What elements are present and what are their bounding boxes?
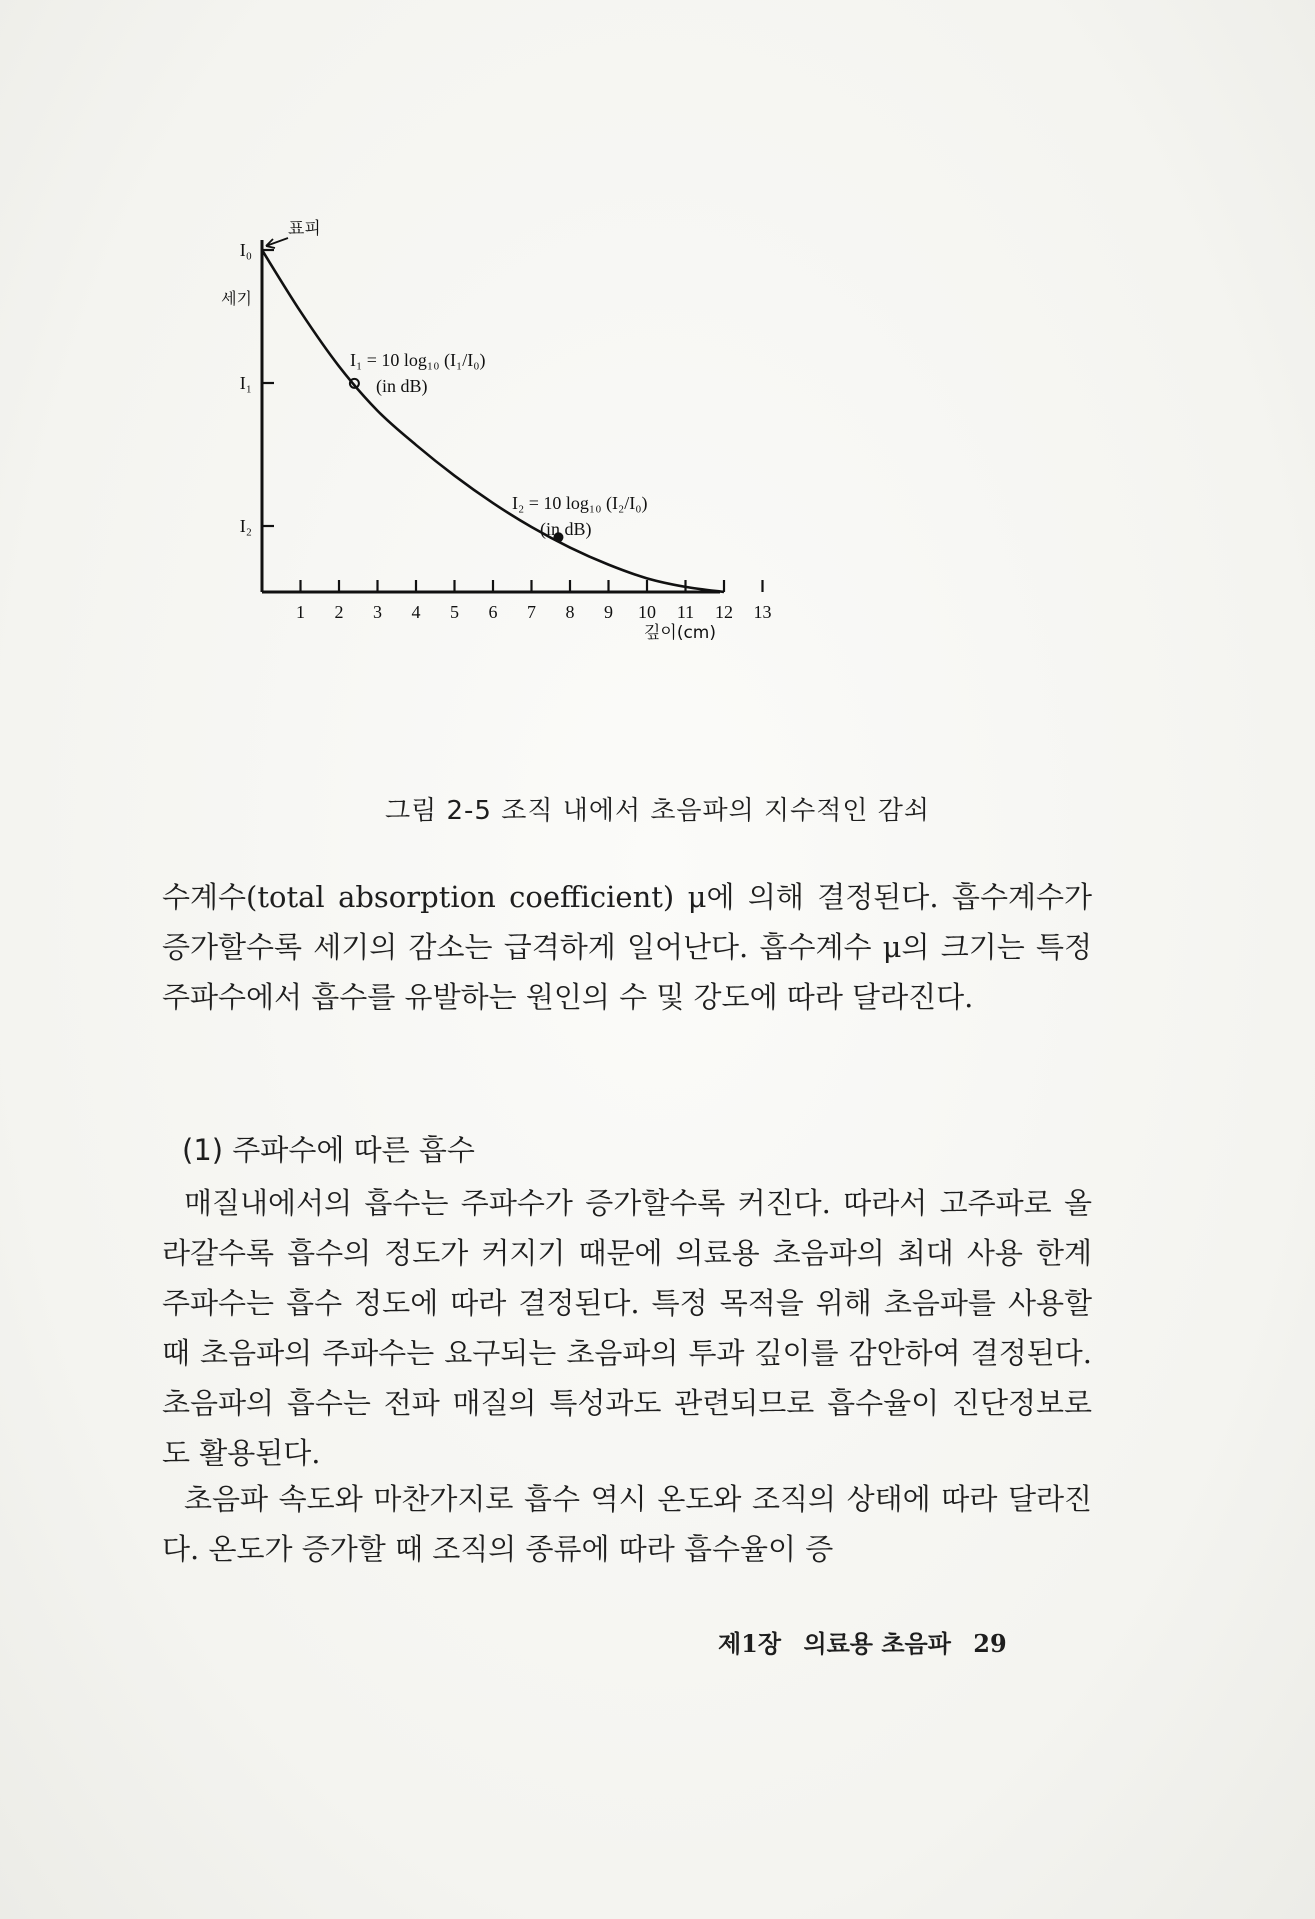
x-tick-label-10: 10: [638, 602, 656, 622]
x-tick-label-11: 11: [676, 602, 695, 622]
point1-unit: (in dB): [376, 376, 428, 396]
point2-unit: (in dB): [540, 519, 592, 539]
paragraph-2: [162, 1178, 1092, 1478]
x-axis-title: 깊이(cm): [643, 623, 717, 643]
y-tick-label-i0: I₀: [239, 240, 252, 260]
y-axis-title: 세기: [221, 289, 252, 308]
x-tick-label-6: 6: [488, 602, 498, 622]
attenuation-figure: [221, 219, 920, 800]
surface-label: 표피: [288, 219, 321, 239]
footer-chapter: 제1장: [718, 1629, 782, 1658]
x-tick-label-7: 7: [527, 602, 536, 622]
page-footer: [718, 1624, 1021, 1659]
point1-formula: I₁ = 10 log₁₀ (I₁/I₀): [350, 350, 486, 370]
surface-arrow-icon: [266, 238, 288, 248]
x-tick-label-13: 13: [753, 602, 772, 622]
y-tick-label-i2: I₂: [239, 516, 252, 536]
x-tick-label-5: 5: [450, 602, 459, 622]
x-ticks: [296, 580, 772, 622]
decay-curve: [262, 250, 724, 592]
paragraph-1: [162, 872, 1092, 1022]
figure-caption: 그림 2-5 조직 내에서 초음파의 지수적인 감쇠: [384, 796, 931, 826]
paragraph-3: [162, 1474, 1092, 1574]
paragraph-1-text: 수계수(total absorption coefficient) μ에 의해 결정된다. 흡수계수가 증가할수록 세기의 감소는 급격하게 일어난다. 흡수계수 μ의 크기는 특정 주파수에서 흡수를 유발하는 원인의 수 및 강도에 따라 달라진다.: [162, 880, 1092, 1014]
x-tick-label-3: 3: [373, 602, 382, 622]
point2-formula: I₂ = 10 log₁₀ (I₂/I₀): [512, 493, 648, 513]
x-tick-label-9: 9: [604, 602, 613, 622]
x-tick-label-2: 2: [334, 602, 344, 622]
x-tick-label-1: 1: [296, 602, 305, 622]
section-heading: (1) 주파수에 따른 흡수: [182, 1133, 475, 1167]
footer-chapter-title: 의료용 초음파: [803, 1629, 951, 1658]
paragraph-2-text: 매질내에서의 흡수는 주파수가 증가할수록 커진다. 따라서 고주파로 올라갈수록 흡수의 정도가 커지기 때문에 의료용 초음파의 최대 사용 한계 주파수는 흡수 정도에 따라 결정된다. 특정 목적을 위해 초음파를 사용할 때 초음파의 주파수는 요구되는 초음파의 투과 깊이를 감안하여 결정된다. 초음파의 흡수는 전파 매질의 특성과도 관련되므로 흡수율이 진단정보로도 활용된다.: [162, 1186, 1092, 1470]
paragraph-3-text: 초음파 속도와 마찬가지로 흡수 역시 온도와 조직의 상태에 따라 달라진다. 온도가 증가할 때 조직의 종류에 따라 흡수율이 증: [162, 1482, 1092, 1566]
attenuation-chart: [221, 219, 920, 800]
x-tick-label-8: 8: [565, 602, 575, 622]
y-tick-label-i1: I₁: [239, 373, 252, 393]
x-tick-label-12: 12: [715, 602, 733, 622]
footer-page-number: 29: [973, 1629, 1007, 1658]
x-tick-label-4: 4: [411, 602, 421, 622]
